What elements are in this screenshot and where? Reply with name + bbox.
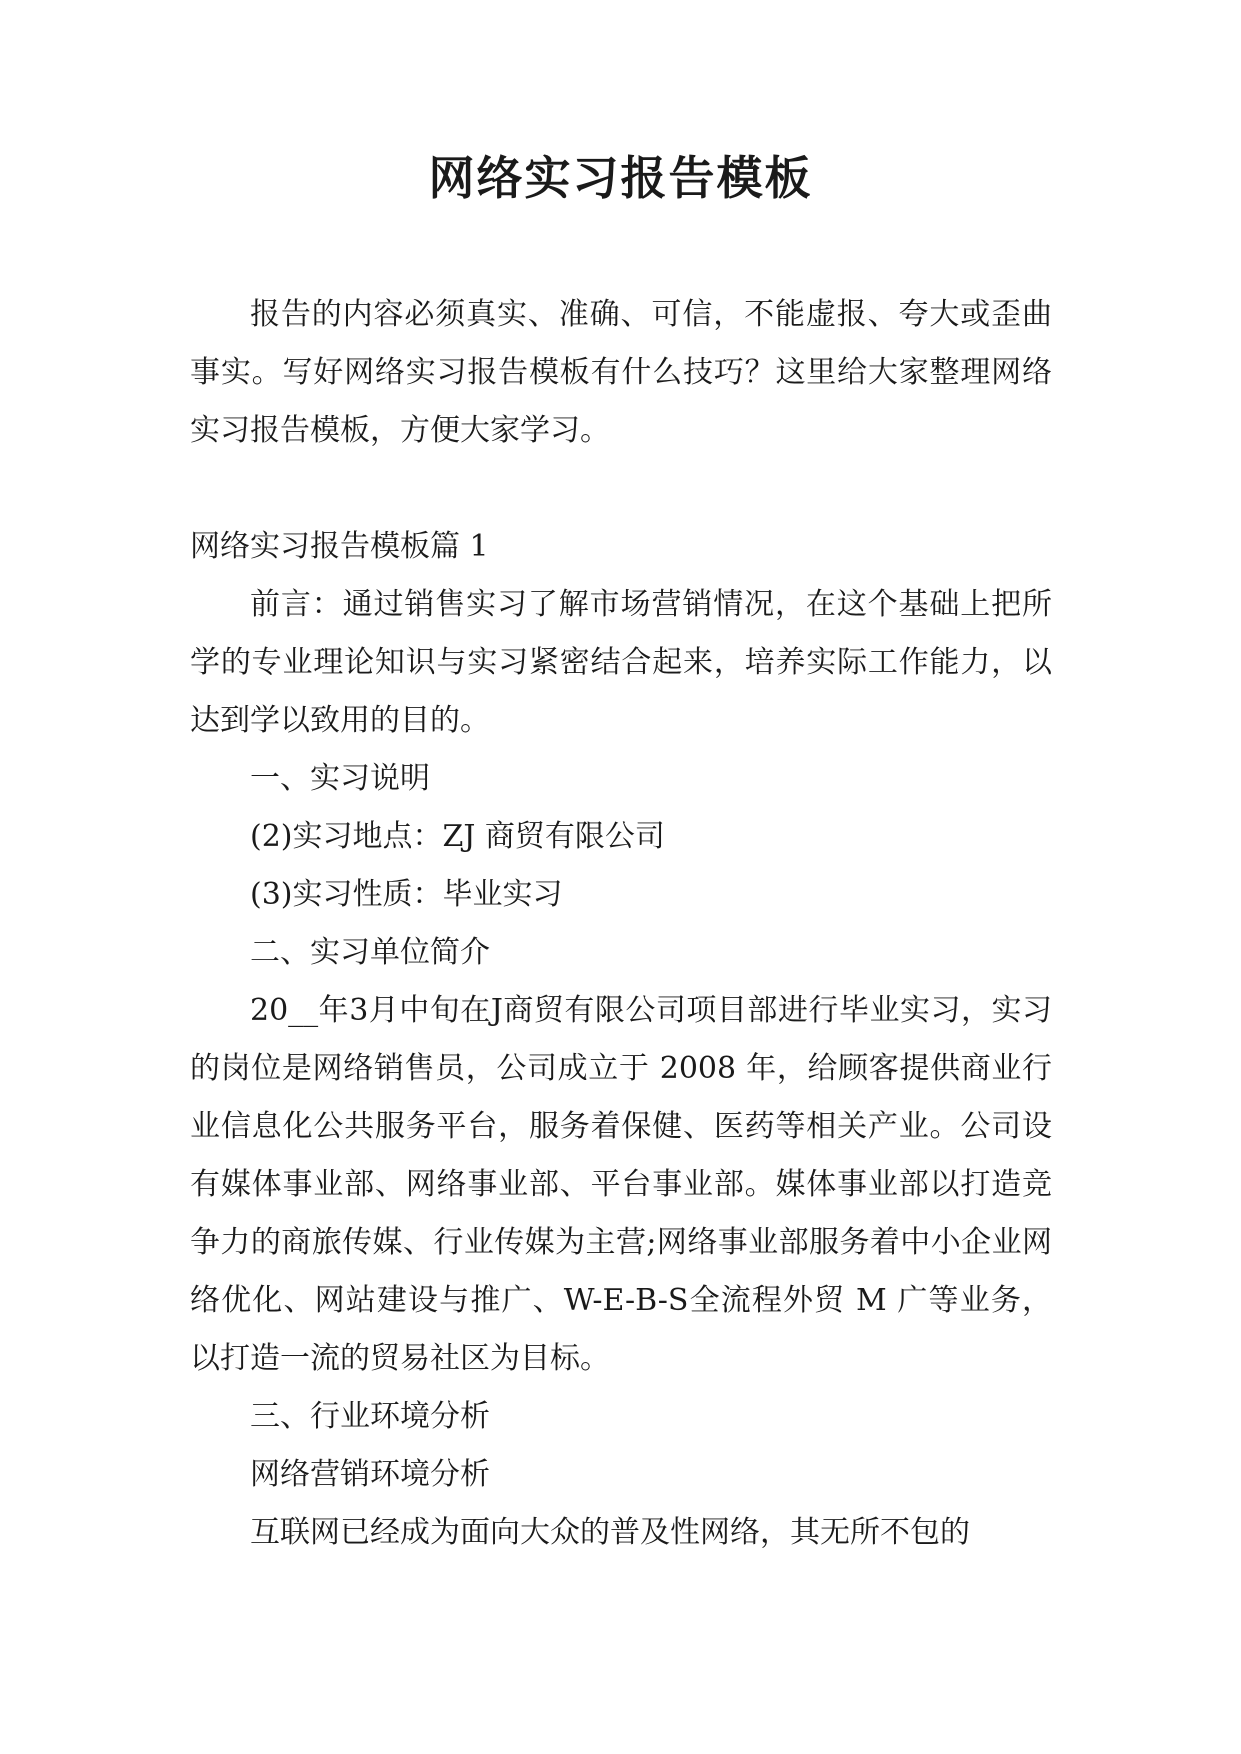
paragraph-company-profile: 20__年3月中旬在J商贸有限公司项目部进行毕业实习，实习的岗位是网络销售员，公司成立于 2008 年，给顾客提供商业行业信息化公共服务平台，服务着保健、医药等相关产业。公司设有媒体事业部、网络事业部、平台事业部。媒体事业部以打造竞争力的商旅传媒、行业传媒为主营;网络事业部服务着中小企业网络优化、网站建设与推广、W-E-B-S全流程外贸 M 广等业务，以打造一流的贸易社区为目标。	[190, 993, 1052, 1376]
heading-internship-description: 一、实习说明	[250, 761, 430, 796]
subheading-network-marketing: 网络营销环境分析	[250, 1457, 490, 1492]
section-heading: 网络实习报告模板篇 1	[190, 529, 489, 564]
item-internship-nature: (3)实习性质：毕业实习	[250, 877, 563, 912]
intro-paragraph: 报告的内容必须真实、准确、可信，不能虚报、夸大或歪曲事实。写好网络实习报告模板有什么技巧？这里给大家整理网络实习报告模板，方便大家学习。	[190, 297, 1052, 448]
heading-company-profile: 二、实习单位简介	[250, 935, 490, 970]
item-internship-location: (2)实习地点：ZJ 商贸有限公司	[250, 819, 665, 854]
document-title: 网络实习报告模板	[428, 151, 813, 205]
paragraph-internet: 互联网已经成为面向大众的普及性网络，其无所不包的	[250, 1515, 970, 1550]
document-body	[190, 286, 1052, 1562]
paragraph-preface: 前言：通过销售实习了解市场营销情况，在这个基础上把所学的专业理论知识与实习紧密结合起来，培养实际工作能力，以达到学以致用的目的。	[190, 587, 1052, 738]
heading-industry-analysis: 三、行业环境分析	[250, 1399, 490, 1434]
